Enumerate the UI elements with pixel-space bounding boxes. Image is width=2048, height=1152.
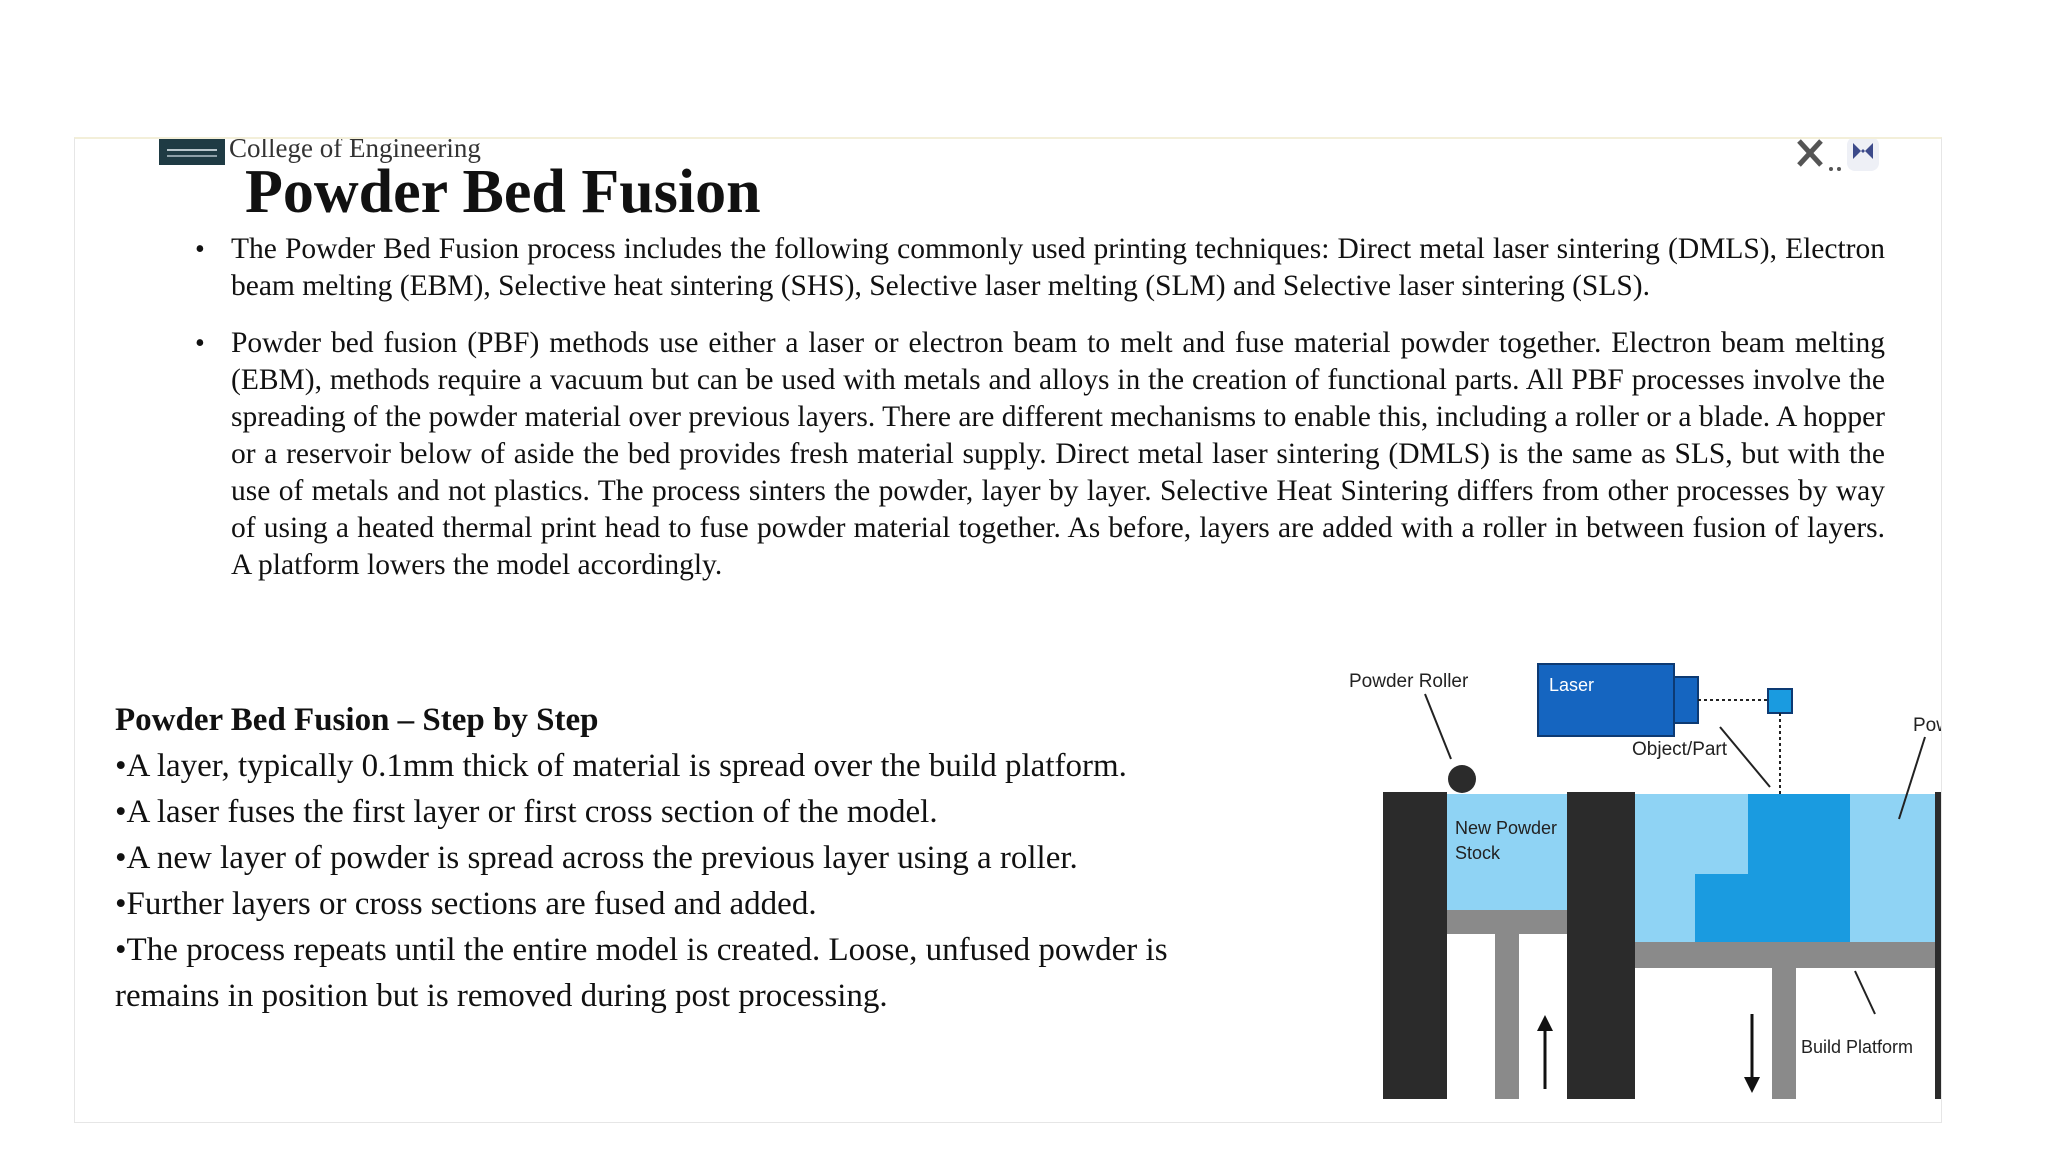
tools-icon bbox=[1799, 141, 1841, 171]
laser-mirror bbox=[1768, 689, 1792, 713]
pbf-diagram bbox=[1265, 619, 2017, 1119]
label-powder-bed: Powder Bed bbox=[1913, 715, 2017, 736]
build-platform bbox=[1635, 942, 1935, 968]
college-name: College of Engineering bbox=[229, 137, 481, 163]
diagram-wall-left bbox=[1383, 792, 1447, 1099]
laser-nozzle bbox=[1674, 677, 1698, 723]
college-logo bbox=[159, 139, 225, 165]
step-item: •A laser fuses the first layer or first cross section of the model. bbox=[115, 794, 938, 830]
platform-pointer bbox=[1855, 971, 1875, 1014]
build-piston bbox=[1772, 968, 1796, 1099]
label-powder-roller: Powder Roller bbox=[1349, 671, 1469, 692]
diagram-wall-right bbox=[1935, 792, 1942, 1099]
label-new-powder: New Powder bbox=[1455, 818, 1558, 838]
roller-pointer bbox=[1425, 694, 1451, 759]
slide bbox=[74, 137, 2017, 1123]
stock-platform bbox=[1447, 910, 1567, 934]
step-item: •A layer, typically 0.1mm thick of material is spread over the build platform. bbox=[115, 748, 1127, 784]
step-item: •Further layers or cross sections are fused and added. bbox=[115, 886, 817, 922]
label-object-part: Object/Part bbox=[1632, 739, 1728, 760]
arrow-up-head bbox=[1537, 1015, 1553, 1031]
step-item: •The process repeats until the entire model is created. Loose, unfused powder is remains in position but is removed during post processing. bbox=[115, 932, 1168, 1014]
step-item: •A new layer of powder is spread across the previous layer using a roller. bbox=[115, 840, 1078, 876]
arrow-down-head bbox=[1744, 1077, 1760, 1093]
steps-section bbox=[115, 697, 1275, 1019]
steps-title: Powder Bed Fusion – Step by Step bbox=[115, 702, 599, 738]
bookmark-icon[interactable] bbox=[1847, 137, 1879, 171]
powder-roller bbox=[1448, 765, 1476, 793]
diagram-wall-middle bbox=[1567, 792, 1635, 1099]
stock-piston bbox=[1495, 934, 1519, 1099]
object-pointer bbox=[1720, 727, 1770, 787]
slide-title: Powder Bed Fusion bbox=[245, 158, 761, 226]
bullet-item: • Powder bed fusion (PBF) methods use either a laser or electron beam to melt and fuse material powder together. Electron beam melting (EBM), methods require a vacuum but can be used with metals and alloys in the creation of functional parts. All PBF processes involve the spreading of the powder material over previous layers. There are different mechanisms to enable this, including a roller or a blade. A hopper or a reservoir below of aside the bed provides fresh material supply. Direct metal laser sintering (DMLS) is the same as SLS, but with the use of metals and not plastics. The process sinters the powder, layer by layer. Selective Heat Sintering differs from other processes by way of using a heated thermal print head to fuse powder material together. As before, layers are added with a roller in between fusion of layers. A platform lowers the model accordingly. bbox=[195, 325, 1885, 584]
label-stock: Stock bbox=[1455, 843, 1501, 863]
bullet-item: • The Powder Bed Fusion process includes the following commonly used printing techniques: Direct metal laser sintering (DMLS), Electron beam melting (EBM), Selective heat sintering (SHS), Selective laser melting (SLM) and Selective laser sintering (SLS). bbox=[195, 231, 1885, 305]
bullet-list bbox=[195, 231, 1885, 604]
slide-toolbar-icons bbox=[1791, 137, 1881, 175]
label-build-platform: Build Platform bbox=[1801, 1037, 1914, 1057]
label-laser: Laser bbox=[1549, 675, 1595, 695]
